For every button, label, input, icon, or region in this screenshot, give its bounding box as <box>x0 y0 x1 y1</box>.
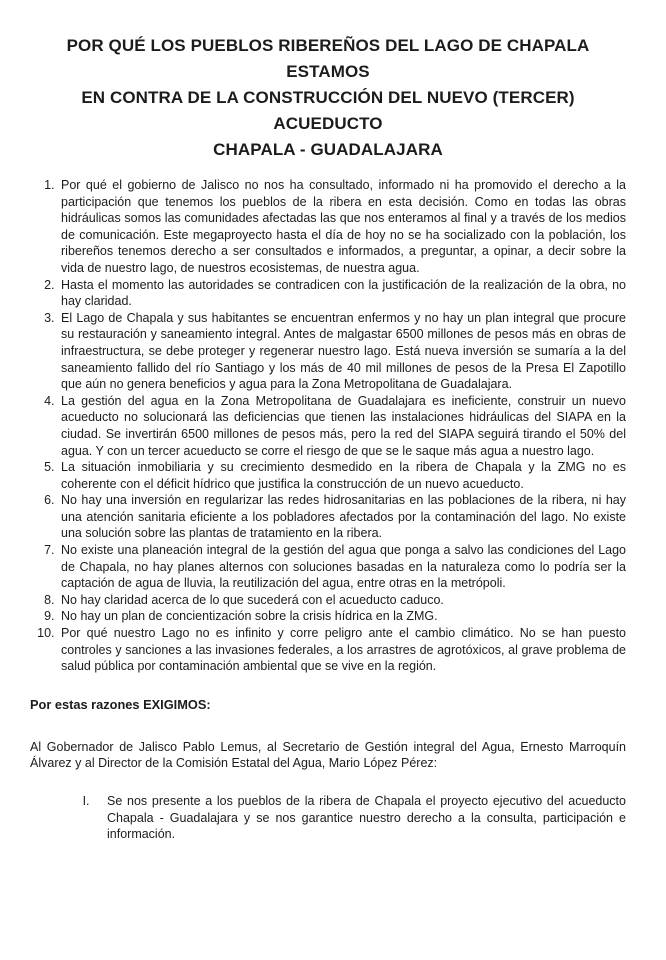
reason-item: 9. No hay un plan de concientización sobre la crisis hídrica en la ZMG. <box>58 608 626 625</box>
reason-item: 6. No hay una inversión en regularizar las redes hidrosanitarias en las poblaciones de la ribera, ni hay una atención sanitaria eficiente a los pobladores afectados por la contaminación del lago. No existe una solución sobre las plantas de tratamiento en la ribera. <box>58 492 626 542</box>
title-line: POR QUÉ LOS PUEBLOS RIBEREÑOS DEL LAGO DE CHAPALA ESTAMOS <box>66 36 590 81</box>
reason-item: 10. Por qué nuestro Lago no es infinito y corre peligro ante el cambio climático. No se han puesto controles y sanciones a las invasiones federales, a los arrastres de agrotóxicos, al grave problema de salud pública por contaminación ambiental que se vive en la región. <box>58 625 626 675</box>
reasons-list <box>30 177 626 675</box>
addressees-paragraph: Al Gobernador de Jalisco Pablo Lemus, al Secretario de Gestión integral del Agua, Ernesto Marroquín Álvarez y al Director de la Comisión Estatal del Agua, Mario López Pérez: <box>30 739 626 771</box>
reason-item: 3. El Lago de Chapala y sus habitantes se encuentran enfermos y no hay un plan integral que procure su restauración y saneamiento integral. Antes de malgastar 6500 millones de pesos más en obras de infraestructura, se debe proteger y regenerar nuestro lago. Está nueva inversión se sumaría a la del saneamiento fallido del río Santiago y los más de 40 mil millones de pesos de la Presa El Zapotillo que aún no genera beneficios y agua para la Zona Metropolitana de Guadalajara. <box>58 310 626 393</box>
title-line: EN CONTRA DE LA CONSTRUCCIÓN DEL NUEVO (TERCER) ACUEDUCTO <box>81 88 575 133</box>
reason-item: 4. La gestión del agua en la Zona Metropolitana de Guadalajara es ineficiente, construir un nuevo acueducto no solucionará las deficiencias que tienen las instalaciones hidráulicas del SIAPA en la ciudad. Se invertirán 6500 millones de pesos más, pero la red del SIAPA seguirá tirando el 50% del agua. Y con un tercer acueducto se corre el riesgo de que se le saque más agua a nuestro lago. <box>58 393 626 459</box>
reason-item: 2. Hasta el momento las autoridades se contradicen con la justificación de la realización de la obra, no hay claridad. <box>58 277 626 310</box>
demand-item: I. Se nos presente a los pueblos de la ribera de Chapala el proyecto ejecutivo del acueducto Chapala - Guadalajara y se nos garantice nuestro derecho a la consulta, participación e información. <box>93 793 626 843</box>
demands-list <box>30 793 626 843</box>
reason-item: 7. No existe una planeación integral de la gestión del agua que ponga a salvo las condiciones del Lago de Chapala, no hay planes alternos con soluciones basadas en la naturaleza como lo podría ser la captación de agua de lluvia, la reutilización del agua, entre otras en la metrópoli. <box>58 542 626 592</box>
reason-item: 1. Por qué el gobierno de Jalisco no nos ha consultado, informado ni ha promovido el derecho a la participación que tenemos los pueblos de la ribera en esta decisión. Como en todas las obras hidráulicas somos las comunidades afectadas las que nos enteramos al final y a través de los medios de comunicación. Este megaproyecto hasta el día de hoy no se ha socializado con la población, los ribereños tenemos derecho a ser consultados e informados, a preguntar, a opinar, a decir sobre la vida de nuestro lago, de nuestros ecosistemas, de nuestra agua. <box>58 177 626 277</box>
reason-item: 8. No hay claridad acerca de lo que sucederá con el acueducto caduco. <box>58 592 626 609</box>
reason-item: 5. La situación inmobiliaria y su crecimiento desmedido en la ribera de Chapala y la ZMG no es coherente con el déficit hídrico que justifica la construcción de un nuevo acueducto. <box>58 459 626 492</box>
document-title <box>30 33 626 163</box>
demands-heading: Por estas razones EXIGIMOS: <box>30 696 211 712</box>
title-line: CHAPALA - GUADALAJARA <box>213 140 443 159</box>
